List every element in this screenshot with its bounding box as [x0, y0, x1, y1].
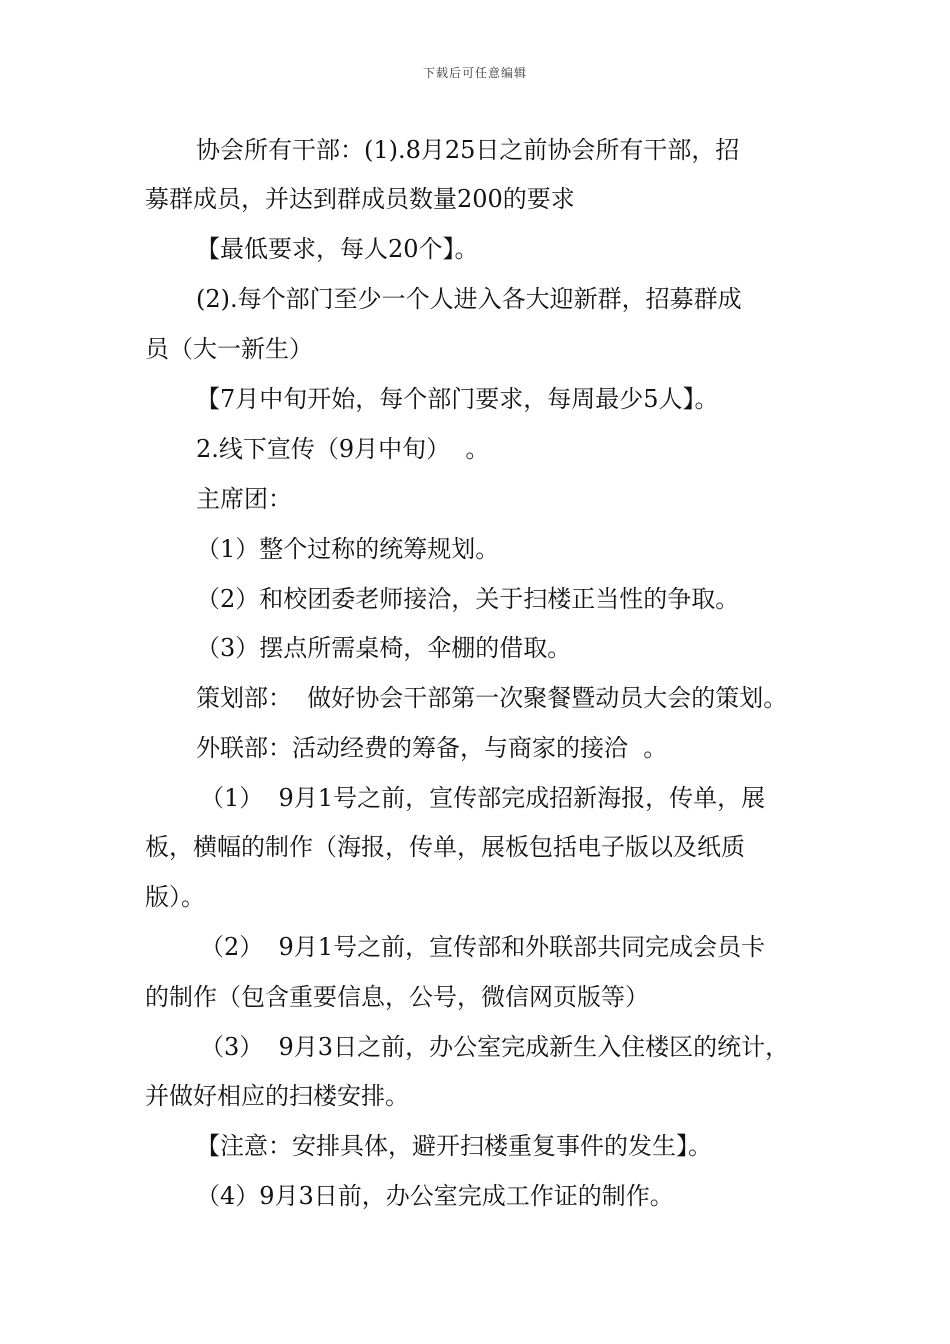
paragraph-line: (2).每个部门至少一个人进入各大迎新群，招募群成	[196, 285, 742, 313]
page-header: 下载后可任意编辑	[422, 66, 527, 80]
paragraph-line: 募群成员，并达到群成员数量200的要求	[145, 185, 575, 213]
paragraph-line: 协会所有干部：(1).8月25日之前协会所有干部，招	[196, 136, 740, 164]
paragraph-line: 板，横幅的制作（海报，传单，展板包括电子版以及纸质	[145, 833, 745, 861]
paragraph-line: 并做好相应的扫楼安排。	[145, 1082, 409, 1110]
list-item: （3） 9月3日之前，办公室完成新生入住楼区的统计，	[200, 1033, 790, 1061]
list-item: （2） 9月1号之前，宣传部和外联部共同完成会员卡	[200, 933, 766, 961]
list-item: （3）摆点所需桌椅，伞棚的借取。	[196, 634, 572, 662]
paragraph-line: 【注意：安排具体，避开扫楼重复事件的发生】。	[196, 1132, 712, 1160]
list-item: （2）和校团委老师接洽，关于扫楼正当性的争取。	[196, 585, 740, 613]
list-item: （1）整个过称的统筹规划。	[196, 535, 500, 563]
paragraph-line: 策划部： 做好协会干部第一次聚餐暨动员大会的策划。	[196, 684, 788, 712]
paragraph-line: 外联部：活动经费的筹备，与商家的接洽 。	[196, 734, 668, 762]
paragraph-line: 【7月中旬开始，每个部门要求，每周最少5人】。	[196, 385, 719, 413]
paragraph-line: 员（大一新生）	[145, 335, 313, 363]
section-heading: 2.线下宣传（9月中旬） 。	[196, 435, 490, 463]
list-item: （4）9月3日前，办公室完成工作证的制作。	[196, 1182, 674, 1210]
paragraph-line: 主席团：	[196, 485, 292, 513]
paragraph-line: 【最低要求，每人20个】。	[196, 235, 479, 263]
paragraph-line: 的制作（包含重要信息，公号，微信网页版等）	[145, 983, 649, 1011]
paragraph-line: 版）。	[145, 883, 205, 911]
list-item: （1） 9月1号之前，宣传部完成招新海报，传单，展	[200, 784, 766, 812]
